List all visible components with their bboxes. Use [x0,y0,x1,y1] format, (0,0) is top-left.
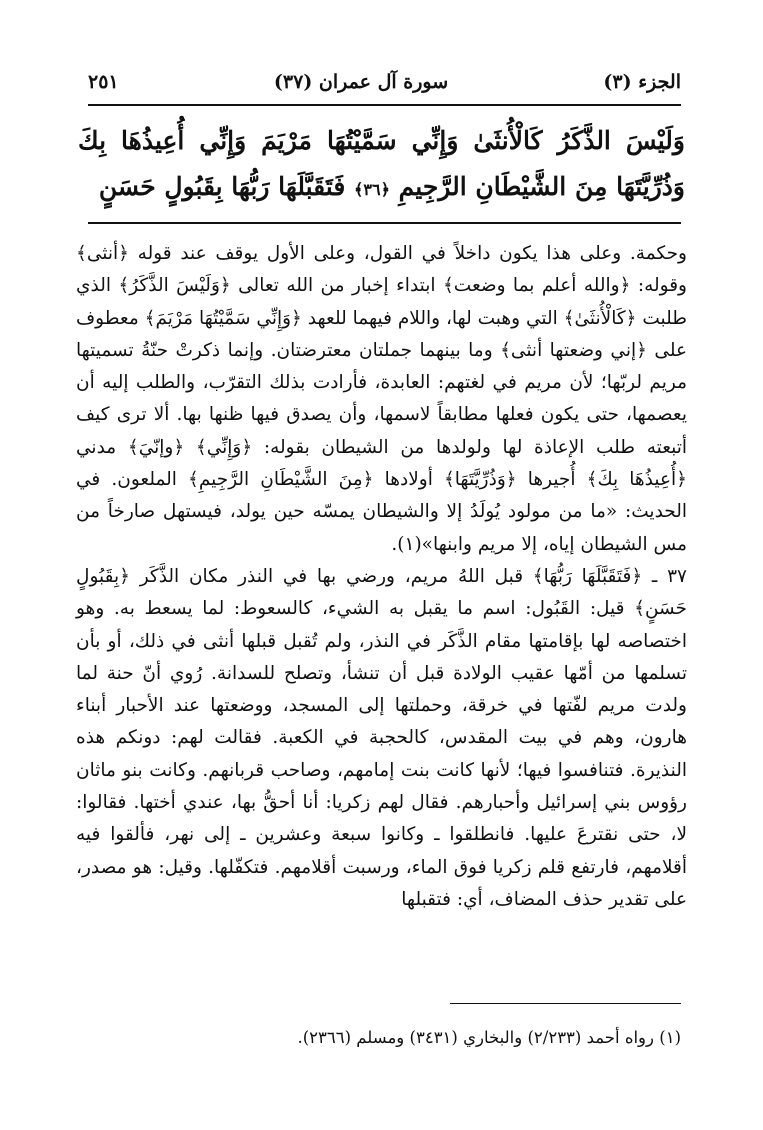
page-number: ٢٥١ [88,71,119,93]
page-header [88,64,681,100]
surah-title: سورة آل عمران (٣٧) [273,71,449,93]
commentary-paragraph-2: ٣٧ ـ ﴿فَتَقَبَّلَهَا رَبُّهَا﴾ قبل اللهُ مريم، ورضي بها في النذر مكان الذَّكَر ﴿بِقَبُولٍ حَسَنٍ﴾ قيل: القَبُول: اسم ما يقبل به الشيء، كالسعوط: لما يسعط به. وهو اختصاصه لها بإقامتها مقام الذَّكَر في النذر، ولم تُقبل قبلها أنثى في ذلك، أو بأن تسلمها من أمّها عقيب الولادة قبل أن تنشأ، وتصلح للسدانة. رُوي أنّ حنة لما ولدت مريم لفّتها في خرقة، وحملتها إلى المسجد، ووضعتها عند الأحبار أبناء هارون، وهم في بيت المقدس، كالحجبة في الكعبة. فقالت لهم: دونكم هذه النذيرة. فتنافسوا فيها؛ لأنها كانت بنت إمامهم، وصاحب قربانهم. وكانت بنو ماثان رؤوس بني إسرائيل وأحبارهم. فقال لهم زكريا: أنا أحقُّ بها، عندي أختها. فقالوا: لا، حتى نقترعَ عليها. فانطلقوا ـ وكانوا سبعة وعشرين ـ إلى نهر، فألقوا فيه أقلامهم، فارتفع قلم زكريا فوق الماء، ورسبت أقلامهم. فتكفّلها. وقيل: هو مصدر، على تقدير حذف المضاف، أي: فتقبلها [76,565,687,910]
header-divider [88,104,681,106]
footnote-divider [450,1003,681,1004]
quran-verse [78,118,685,213]
verse-continuation: فَتَقَبَّلَهَا رَبُّهَا بِقَبُولٍ حَسَنٍ [98,172,346,201]
verse-text: وَلَيْسَ الذَّكَرُ كَالْأُنثَىٰ وَإِنِّي سَمَّيْتُهَا مَرْيَمَ وَإِنِّي أُعِيذُهَا بِكَ وَذُرِّيَّتَهَا مِنَ الشَّيْطَانِ الرَّجِيمِ [78,126,685,201]
commentary-paragraph-1: وحكمة. وعلى هذا يكون داخلاً في القول، وعلى الأول يوقف عند قوله ﴿أنثى﴾ وقوله: ﴿والله أعلم بما وضعت﴾ ابتداء إخبار من الله تعالى ﴿وَلَيْسَ الذَّكَرُ﴾ الذي طلبت ﴿كَالْأُنثَىٰ﴾ التي وهبت لها، واللام فيهما للعهد ﴿وَإِنِّي سَمَّيْتُهَا مَرْيَمَ﴾ معطوف على ﴿إني وضعتها أنثى﴾ وما بينهما جملتان معترضتان. وإنما ذكرتْ حنّةُ تسميتها مريم لربّها؛ لأن مريم في لغتهم: العابدة، فأرادت بذلك التقرّب، والطلب إليه أن يعصمها، حتى يكون فعلها مطابقاً لاسمها، وأن يصدق فيها ظنها بها. ألا ترى كيف أتبعته طلب الإعاذة لها ولولدها من الشيطان بقوله: ﴿وَإِنِّي﴾ ﴿وإنّيَ﴾ مدني ﴿أُعِيذُهَا بِكَ﴾ أُجيرها ﴿وَذُرِّيَّتَهَا﴾ أولادها ﴿مِنَ الشَّيْطَانِ الرَّجِيمِ﴾ الملعون. في الحديث: «ما من مولود يُولَدُ إلا والشيطان يمسّه حين يولد، فيستهل صارخاً من مس الشيطان إياه، إلا مريم وابنها»(١). [76,243,687,555]
verse-divider [88,222,681,224]
commentary-body [76,238,687,916]
footnote: (١) رواه أحمد (٢/٢٣٣) والبخاري (٣٤٣١) ومسلم (٢٣٦٦). [297,1028,681,1047]
ayah-number-marker: ﴿٣٦﴾ [354,180,390,199]
part-label: الجزء (٣) [603,71,681,93]
